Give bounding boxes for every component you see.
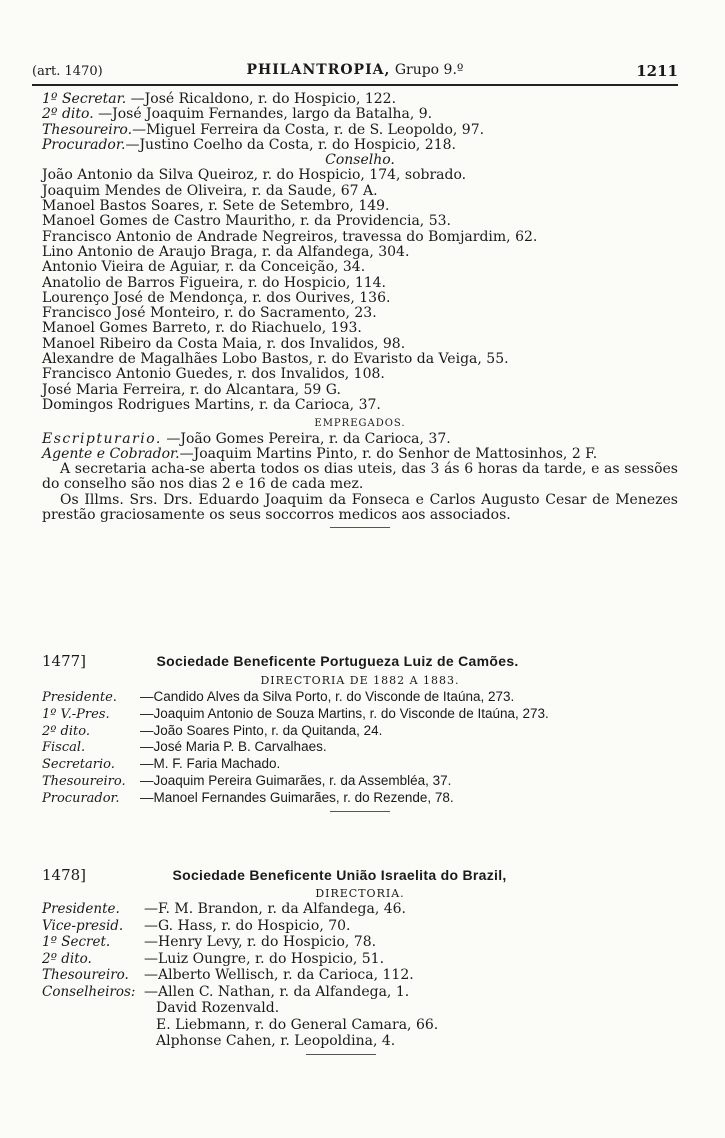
section-heading [42, 866, 678, 885]
officer-text: —Henry Levy, r. do Hospicio, 78. [144, 934, 377, 950]
employee-role: Escripturario. [42, 430, 162, 447]
employee-role: Agente e Cobrador. [42, 445, 180, 462]
officer-line [42, 107, 678, 122]
officer-text: —Joaquim Pereira Guimarães, r. da Assembléa, 37. [140, 772, 452, 788]
header-title: PHILANTROPIA, [246, 62, 391, 78]
header-group: Grupo 9.º [394, 62, 464, 78]
council-member: Manoel Bastos Soares, r. Sete de Setembro, 149. [42, 198, 390, 215]
officer-role: Presidente. [42, 901, 120, 917]
council-member: João Antonio da Silva Queiroz, r. do Hospicio, 174, sobrado. [42, 167, 467, 184]
article-number: 1478] [42, 866, 87, 884]
officer-text: —Alberto Wellisch, r. da Carioca, 112. [144, 967, 414, 983]
divider [330, 811, 390, 812]
officer-line [42, 918, 678, 935]
officer-line [42, 901, 678, 918]
officer-role: 1º V.-Pres. [42, 706, 110, 722]
officer-role: Thesoureiro. [42, 773, 126, 789]
officer-line [42, 756, 678, 773]
officer-role: Thesoureiro. [42, 967, 129, 983]
officer-text: —José Ricaldono, r. do Hospicio, 122. [130, 91, 397, 107]
officer-role: 1º Secret. [42, 934, 111, 950]
officer-line [42, 984, 678, 1001]
employee-line [42, 432, 678, 447]
officer-line [42, 967, 678, 984]
council-member: Lourenço José de Mendonça, r. dos Ourives, 136. [42, 289, 391, 306]
officer-line [42, 773, 678, 790]
council-member: Alphonse Cahen, r. Leopoldina, 4. [156, 1033, 396, 1049]
officer-text: —Candido Alves da Silva Porto, r. do Visconde de Itaúna, 273. [140, 689, 515, 704]
officer-line [42, 934, 678, 951]
officer-line [42, 123, 678, 138]
employee-text: —Joaquim Martins Pinto, r. do Senhor de Mattosinhos, 2 F. [179, 445, 598, 462]
council-member: Anatolio de Barros Figueira, r. do Hospicio, 114. [42, 274, 386, 291]
divider [306, 1054, 376, 1055]
officer-role: Thesoureiro. [42, 121, 133, 138]
officer-text: —Miguel Ferreira da Costa, r. de S. Leopoldo, 97. [132, 121, 485, 138]
officer-text: —Luiz Oungre, r. do Hospicio, 51. [144, 950, 385, 967]
officer-text: —João Soares Pinto, r. da Quitanda, 24. [140, 722, 383, 738]
council-member: Manoel Gomes Barreto, r. do Riachuelo, 193. [42, 320, 362, 337]
officer-role: Conselheiros: [42, 983, 136, 1000]
officer-role: Secretario. [42, 757, 115, 773]
medical-paragraph: Os Illms. Srs. Drs. Eduardo Joaquim da Fonseca e Carlos Augusto Cesar de Menezes prestão graciosamente os seus soccorros medicos aos associados. [42, 491, 678, 524]
officer-role: Fiscal. [42, 740, 86, 756]
officer-line [42, 951, 678, 968]
council-member: Francisco Antonio de Andrade Negreiros, travessa do Bomjardim, 62. [42, 228, 538, 245]
running-title [32, 62, 678, 78]
society-title: Sociedade Beneficente Portugueza Luiz de Camões. [156, 653, 519, 669]
article-number: 1477] [42, 652, 87, 670]
officer-line [42, 739, 678, 756]
officer-text: —José Joaquim Fernandes, largo da Batalha, 9. [98, 106, 433, 123]
officer-role: 2º dito. [42, 950, 92, 967]
council-heading: Conselho. [325, 152, 395, 169]
officer-line [42, 92, 678, 107]
officer-line [42, 723, 678, 740]
office-hours-paragraph: A secretaria acha-se aberta todos os dias uteis, das 3 ás 6 horas da tarde, e as sessões do conselho são nos dias 2 e 16 de cada mez. [42, 461, 678, 493]
block-1477 [42, 652, 678, 812]
officer-text: —José Maria P. B. Carvalhaes. [140, 739, 327, 755]
officer-line [42, 138, 678, 153]
block-1476 [42, 92, 678, 528]
employee-text: —João Gomes Pereira, r. da Carioca, 37. [166, 430, 451, 447]
officer-text: —Joaquim Antonio de Souza Martins, r. do Visconde de Itaúna, 273. [140, 705, 549, 721]
divider [330, 527, 390, 528]
officer-line [42, 689, 678, 706]
officer-text: —Allen C. Nathan, r. da Alfandega, 1. [144, 983, 410, 1000]
block-1478 [42, 866, 678, 1055]
officer-line [42, 706, 678, 723]
officer-text: —F. M. Brandon, r. da Alfandega, 46. [144, 901, 406, 917]
society-title: Sociedade Beneficente União Israelita do Brazil, [172, 867, 507, 883]
officer-role: 2º dito. [42, 723, 90, 739]
council-member: Antonio Vieira de Aguiar, r. da Conceição, 34. [42, 259, 366, 276]
council-member: Lino Antonio de Araujo Braga, r. da Alfandega, 304. [42, 243, 410, 260]
officer-text: —Justino Coelho da Costa, r. do Hospicio, 218. [125, 136, 456, 153]
officer-line [42, 790, 678, 807]
officer-role: Presidente. [42, 690, 117, 705]
council-member: Domingos Rodrigues Martins, r. da Carioca, 37. [42, 396, 381, 413]
officer-role: Procurador. [42, 790, 120, 806]
council-member: Joaquim Mendes de Oliveira, r. da Saude, 67 A. [42, 182, 378, 199]
officer-text: —G. Hass, r. do Hospicio, 70. [144, 917, 351, 934]
council-member: Francisco Antonio Guedes, r. dos Invalidos, 108. [42, 366, 385, 383]
board-heading: DIRECTORIA DE 1882 A 1883. [260, 674, 460, 687]
board-heading: DIRECTORIA. [315, 887, 405, 900]
officer-role: 2º dito. [42, 106, 94, 123]
council-member: Alexandre de Magalhães Lobo Bastos, r. do Evaristo da Veiga, 55. [42, 351, 509, 368]
council-member: Francisco José Monteiro, r. do Sacramento, 23. [42, 305, 377, 322]
officer-role: Vice-presid. [42, 917, 124, 934]
officer-role: 1º Secretar. [42, 91, 127, 107]
article-range: (art. 1470) [32, 64, 103, 79]
council-member: Manoel Gomes de Castro Mauritho, r. da Providencia, 53. [42, 213, 451, 230]
section-heading [42, 652, 678, 671]
page-number: 1211 [636, 62, 678, 80]
council-member: David Rozenvald. [156, 1000, 280, 1016]
officer-text: —M. F. Faria Machado. [140, 756, 281, 772]
council-member: E. Liebmann, r. do General Camara, 66. [156, 1016, 439, 1033]
officer-role: Procurador. [42, 136, 126, 153]
council-member: Manoel Ribeiro da Costa Maia, r. dos Invalidos, 98. [42, 335, 406, 352]
page-header [32, 60, 678, 86]
officer-text: —Manoel Fernandes Guimarães, r. do Rezende, 78. [140, 789, 454, 805]
employee-line [42, 447, 678, 462]
employees-heading: EMPREGADOS. [314, 418, 406, 430]
council-member: José Maria Ferreira, r. do Alcantara, 59 G. [42, 381, 341, 398]
